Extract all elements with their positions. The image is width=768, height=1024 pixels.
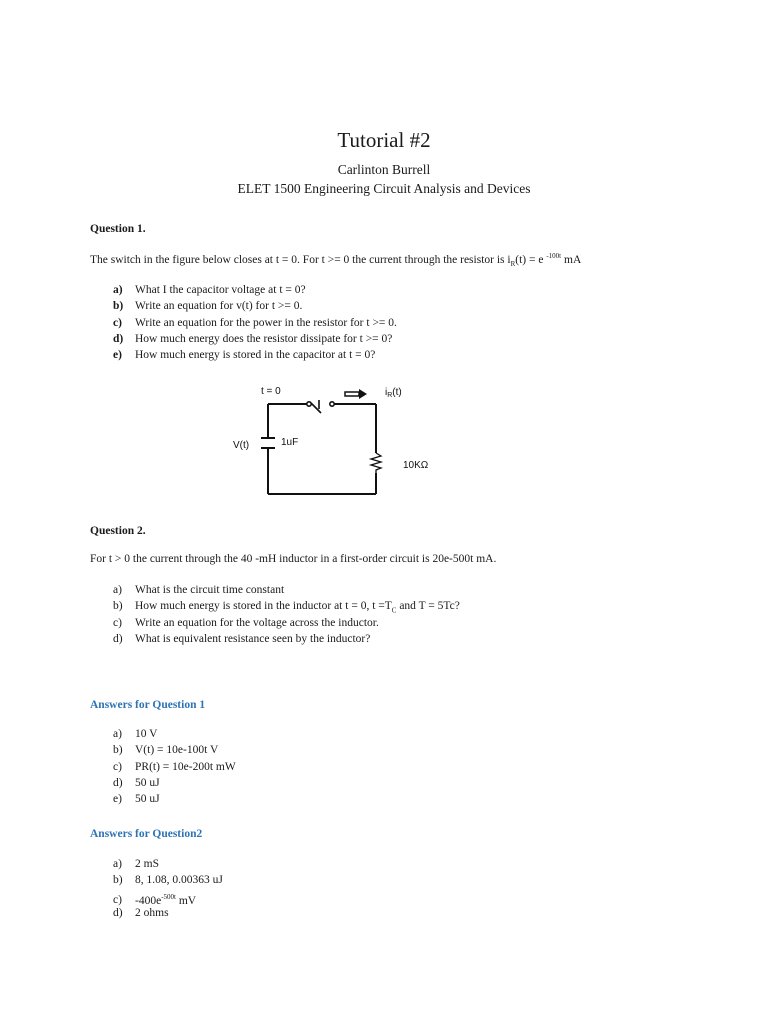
item-label: d) — [113, 776, 123, 789]
item-label: c) — [113, 316, 122, 329]
item-text: 2 ohms — [135, 906, 169, 919]
question-1-stem — [90, 252, 581, 268]
switch-time-label: t = 0 — [261, 386, 281, 397]
item-label: d) — [113, 332, 124, 345]
item-text-prefix: -400e — [135, 894, 162, 907]
list-item — [113, 742, 236, 758]
list-item — [113, 775, 236, 791]
q1-stem-suffix: mA — [561, 253, 582, 266]
list-item — [113, 582, 460, 598]
item-text: Write an equation for the voltage across the inductor. — [135, 616, 379, 629]
item-text: Write an equation for the power in the resistor for t >= 0. — [135, 316, 397, 329]
item-label: c) — [113, 894, 122, 907]
list-item — [113, 282, 397, 298]
question-2-heading: Question 2. — [90, 525, 146, 537]
list-item — [113, 331, 397, 347]
item-text: Write an equation for v(t) for t >= 0. — [135, 300, 303, 313]
item-text: What is the circuit time constant — [135, 584, 285, 596]
resistor-symbol — [371, 453, 381, 473]
list-item — [113, 347, 397, 363]
list-item — [113, 631, 460, 647]
list-item — [113, 759, 236, 775]
item-text-sub: C — [391, 606, 397, 615]
question-1-heading: Question 1. — [90, 223, 146, 235]
item-text: PR(t) = 10e-200t mW — [135, 760, 236, 773]
switch-symbol — [307, 400, 334, 413]
item-label: a) — [113, 858, 122, 870]
q1-stem-sub: R — [510, 260, 516, 269]
page-title: Tutorial #2 — [337, 128, 431, 152]
item-label: a) — [113, 584, 122, 596]
list-item — [113, 726, 236, 742]
list-item — [113, 298, 397, 314]
answers-2-heading: Answers for Question2 — [90, 828, 203, 840]
question-2-parts — [113, 582, 460, 647]
voltage-label: V(t) — [233, 440, 250, 451]
q1-stem-prefix: The switch in the figure below closes at t = 0. For t >= 0 the current through the resistor is i — [90, 253, 511, 266]
item-text: What is equivalent resistance seen by the inductor? — [135, 632, 371, 645]
author-name: Carlinton Burrell — [337, 162, 431, 177]
course-name: ELET 1500 Engineering Circuit Analysis and Devices — [237, 181, 531, 196]
q1-stem-mid: (t) = e — [515, 253, 547, 266]
item-text-prefix: How much energy is stored in the inductor at t = 0, t =T — [135, 600, 392, 613]
item-label: a) — [113, 728, 122, 740]
item-text: 2 mS — [135, 858, 159, 870]
list-item — [113, 889, 223, 905]
item-text: 50 uJ — [135, 776, 160, 789]
current-arrow — [345, 389, 367, 399]
list-item — [113, 791, 236, 807]
list-item — [113, 856, 223, 872]
item-label: b) — [113, 300, 124, 313]
capacitor-symbol — [261, 438, 275, 448]
circuit-diagram — [225, 378, 429, 503]
item-text: 50 uJ — [135, 793, 160, 806]
item-text-sup: -500t — [161, 892, 176, 901]
question-1-parts — [113, 282, 397, 363]
current-label: $i_R(t)$ — [385, 387, 402, 399]
q1-stem-sup: -100t — [546, 252, 562, 260]
list-item — [113, 905, 223, 921]
item-text: 8, 1.08, 0.00363 uJ — [135, 874, 223, 887]
item-text: How much energy does the resistor dissipate for t >= 0? — [135, 332, 393, 345]
item-label: c) — [113, 760, 122, 773]
list-item — [113, 598, 460, 614]
item-text: What I the capacitor voltage at t = 0? — [135, 284, 306, 296]
item-text-suffix: and T = 5Tc? — [396, 600, 460, 613]
item-label: e) — [113, 349, 122, 362]
question-2-stem: For t > 0 the current through the 40 -mH inductor in a first-order circuit is 20e-500t mA. — [90, 553, 497, 565]
list-item — [113, 615, 460, 631]
item-label: b) — [113, 874, 123, 887]
answers-1-heading: Answers for Question 1 — [90, 699, 206, 711]
item-text: 10 V — [135, 728, 158, 740]
item-text: V(t) = 10e-100t V — [135, 744, 219, 757]
resistor-label: 10KΩ — [403, 460, 429, 471]
answers-2-list — [113, 856, 223, 921]
item-label: b) — [113, 600, 123, 613]
item-label: b) — [113, 744, 123, 757]
item-text-suffix: mV — [175, 894, 197, 907]
item-label: a) — [113, 284, 123, 296]
item-label: e) — [113, 793, 122, 806]
capacitor-label: 1uF — [281, 437, 299, 448]
list-item — [113, 315, 397, 331]
list-item — [113, 872, 223, 888]
item-text: How much energy is stored in the capacitor at t = 0? — [135, 349, 376, 362]
item-label: d) — [113, 632, 123, 645]
answers-1-list — [113, 726, 236, 807]
item-label: c) — [113, 616, 122, 629]
item-label: d) — [113, 906, 123, 919]
